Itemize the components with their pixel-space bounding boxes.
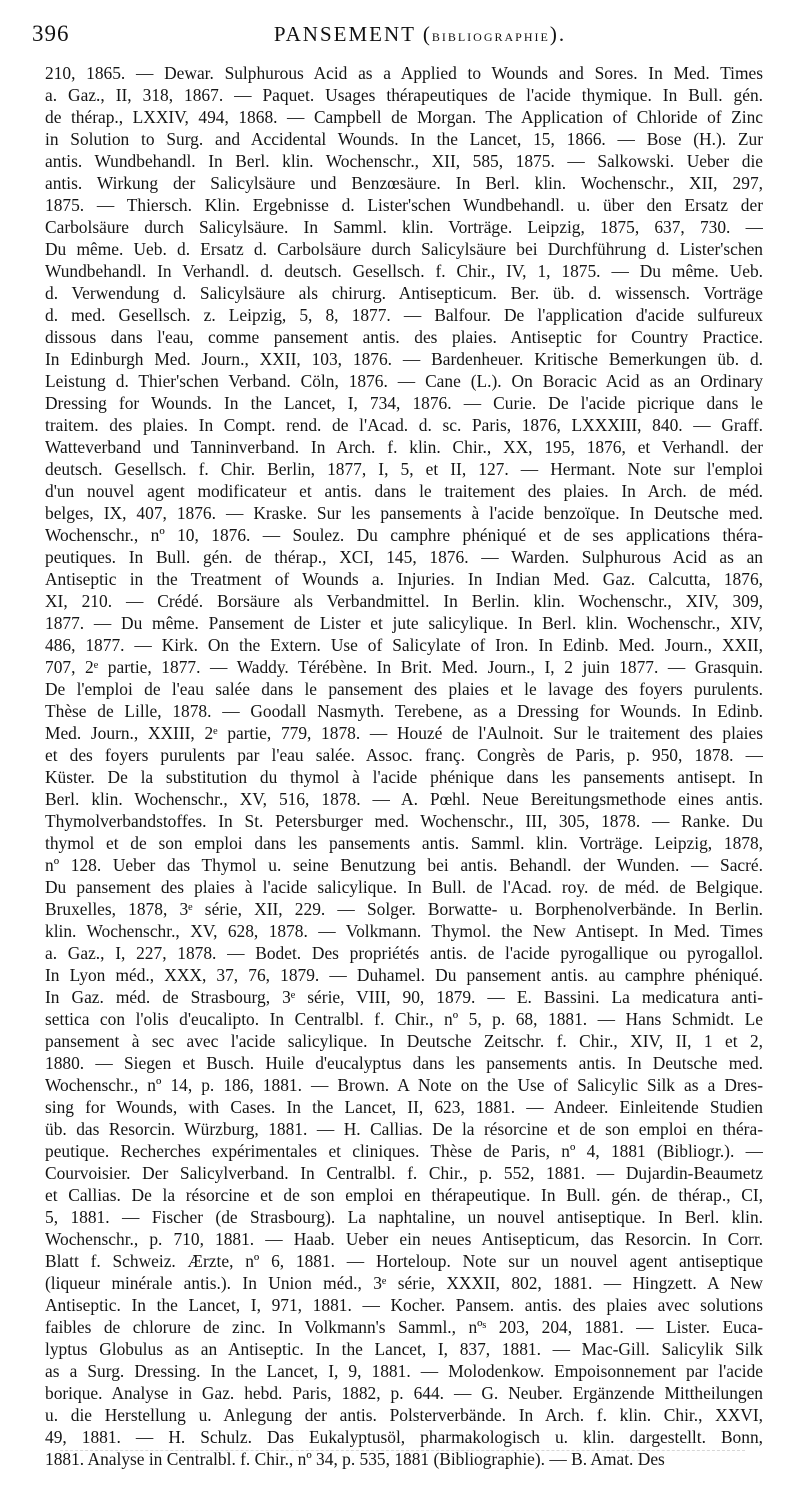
text-line: pansement à sec avec l'acide salicylique. In Deutsche Zeitschr. f. Chir., XIV, II, 1 et 2,: [45, 1031, 763, 1051]
text-line: Thymolverbandstoffes. In St. Petersburger med. Wochenschr., III, 305, 1878. — Ranke. Du: [45, 811, 763, 831]
text-line: nº 128. Ueber das Thymol u. seine Benutzung bei antis. Behandl. der Wunden. — Sacré.: [45, 855, 763, 875]
text-line: de thérap., LXXIV, 494, 1868. — Campbell de Morgan. The Application of Chloride of Zinc: [45, 107, 763, 127]
text-line: Med. Journ., XXIII, 2ᵉ partie, 779, 1878. — Houzé de l'Aulnoit. Sur le traitement des plaies: [45, 723, 763, 743]
text-line: traitem. des plaies. In Compt. rend. de l'Acad. d. sc. Paris, 1876, LXXXIII, 840. — Graff.: [45, 415, 763, 435]
text-line: 1877. — Du même. Pansement de Lister et jute salicylique. In Berl. klin. Wochenschr., XIV,: [45, 613, 763, 633]
text-line: Carbolsäure durch Salicylsäure. In Samml. klin. Vorträge. Leipzig, 1875, 637, 730. —: [45, 217, 763, 237]
text-line: Du même. Ueb. d. Ersatz d. Carbolsäure durch Salicylsäure bei Durchführung d. Lister'schen: [45, 239, 763, 259]
page-number: 396: [32, 21, 70, 46]
text-line: Antiseptic. In the Lancet, I, 971, 1881. — Kocher. Pansem. antis. des plaies avec solutions: [45, 1295, 763, 1315]
text-line: antis. Wundbehandl. In Berl. klin. Wochenschr., XII, 585, 1875. — Salkowski. Ueber die: [45, 151, 763, 171]
text-line: Leistung d. Thier'schen Verband. Cöln, 1876. — Cane (L.). On Boracic Acid as an Ordinary: [45, 371, 763, 391]
text-line: peutique. Recherches expérimentales et cliniques. Thèse de Paris, nº 4, 1881 (Bibliogr.). —: [45, 1141, 763, 1161]
text-line: antis. Wirkung der Salicylsäure und Benzœsäure. In Berl. klin. Wochenschr., XII, 297,: [45, 173, 763, 193]
text-line: In Lyon méd., XXX, 37, 76, 1879. — Duhamel. Du pansement antis. au camphre phéniqué.: [45, 965, 763, 985]
text-line: et des foyers purulents par l'eau salée. Assoc. franç. Congrès de Paris, p. 950, 1878. —: [45, 745, 763, 765]
bibliography-text: [45, 62, 763, 1470]
text-line: Du pansement des plaies à l'acide salicylique. In Bull. de l'Acad. roy. de méd. de Belgique.: [45, 877, 763, 897]
text-line: Watteverband und Tanninverband. In Arch. f. klin. Chir., XX, 195, 1876, et Verhandl. der: [45, 437, 763, 457]
text-line: Blatt f. Schweiz. Ærzte, nº 6, 1881. — Horteloup. Note sur un nouvel agent antiseptique: [45, 1251, 763, 1271]
text-line: u. die Herstellung u. Anlegung der antis. Polsterverbände. In Arch. f. klin. Chir., XXVI,: [45, 1405, 763, 1425]
text-line: as a Surg. Dressing. In the Lancet, I, 9, 1881. — Molodenkow. Empoisonnement par l'acide: [45, 1361, 763, 1381]
text-line: Courvoisier. Der Salicylverband. In Centralbl. f. Chir., p. 552, 1881. — Dujardin-Beaumetz: [45, 1163, 763, 1183]
text-line: De l'emploi de l'eau salée dans le pansement des plaies et le lavage des foyers purulents.: [45, 679, 763, 699]
running-head: [0, 22, 800, 47]
text-line: dissous dans l'eau, comme pansement antis. des plaies. Antiseptic for Country Practice.: [45, 327, 763, 347]
text-line: Antiseptic in the Treatment of Wounds a. Injuries. In Indian Med. Gaz. Calcutta, 1876,: [45, 569, 763, 589]
text-line: 1875. — Thiersch. Klin. Ergebnisse d. Lister'schen Wundbehandl. u. über den Ersatz der: [45, 195, 763, 215]
text-line: Dressing for Wounds. In the Lancet, I, 734, 1876. — Curie. De l'acide picrique dans le: [45, 393, 763, 413]
text-line: Berl. klin. Wochenschr., XV, 516, 1878. — A. Pœhl. Neue Bereitungsmethode eines antis.: [45, 789, 763, 809]
text-line: et Callias. De la résorcine et de son emploi en thérapeutique. In Bull. gén. de thérap., CI,: [45, 1185, 763, 1205]
text-line: peutiques. In Bull. gén. de thérap., XCI, 145, 1876. — Warden. Sulphurous Acid as an: [45, 547, 763, 567]
text-line: Wochenschr., p. 710, 1881. — Haab. Ueber ein neues Antisepticum, das Resorcin. In Corr.: [45, 1229, 763, 1249]
running-head-title: PANSEMENT: [273, 22, 416, 46]
text-line: a. Gaz., I, 227, 1878. — Bodet. Des propriétés antis. de l'acide pyrogallique ou pyrogallol.: [45, 943, 763, 963]
text-line: In Gaz. méd. de Strasbourg, 3ᵉ série, VIII, 90, 1879. — E. Bassini. La medicatura anti-: [45, 987, 763, 1007]
text-line: 1881. Analyse in Centralbl. f. Chir., nº 34, p. 535, 1881 (Bibliographie). — B. Amat. Des: [45, 1449, 665, 1469]
text-line: in Solution to Surg. and Accidental Wounds. In the Lancet, 15, 1866. — Bose (H.). Zur: [45, 129, 763, 149]
text-line: d'un nouvel agent modificateur et antis. dans le traitement des plaies. In Arch. de méd.: [45, 481, 763, 501]
text-line: 707, 2ᵉ partie, 1877. — Waddy. Térébène. In Brit. Med. Journ., I, 2 juin 1877. — Grasquin.: [45, 657, 763, 677]
text-line: In Edinburgh Med. Journ., XXII, 103, 1876. — Bardenheuer. Kritische Bemerkungen üb. d.: [45, 349, 763, 369]
text-line: borique. Analyse in Gaz. hebd. Paris, 1882, p. 644. — G. Neuber. Ergänzende Mittheilungen: [45, 1383, 763, 1403]
running-head-paren-open: (: [415, 22, 432, 46]
text-line: d. Verwendung d. Salicylsäure als chirurg. Antisepticum. Ber. üb. d. wissensch. Vorträge: [45, 283, 763, 303]
text-line: a. Gaz., II, 318, 1867. — Paquet. Usages thérapeutiques de l'acide thymique. In Bull. gén.: [45, 85, 763, 105]
running-head-subtitle: BIBLIOGRAPHIE: [431, 30, 550, 44]
running-head-paren-close: ).: [549, 22, 567, 46]
text-line: Wundbehandl. In Verhandl. d. deutsch. Gesellsch. f. Chir., IV, 1, 1875. — Du même. Ueb.: [45, 261, 763, 281]
text-line: 1880. — Siegen et Busch. Huile d'eucalyptus dans les pansements antis. In Deutsche med.: [45, 1053, 763, 1073]
text-line: üb. das Resorcin. Würzburg, 1881. — H. Callias. De la résorcine et de son emploi en théra-: [45, 1119, 763, 1139]
text-line: (liqueur minérale antis.). In Union méd., 3ᵉ série, XXXII, 802, 1881. — Hingzett. A New: [45, 1273, 763, 1293]
text-line: 5, 1881. — Fischer (de Strasbourg). La naphtaline, un nouvel antiseptique. In Berl. klin.: [45, 1207, 763, 1227]
text-line: Wochenschr., nº 14, p. 186, 1881. — Brown. A Note on the Use of Salicylic Silk as a Dres-: [45, 1075, 763, 1095]
text-line: sing for Wounds, with Cases. In the Lancet, II, 623, 1881. — Andeer. Einleitende Studien: [45, 1097, 763, 1117]
text-line: thymol et de son emploi dans les pansements antis. Samml. klin. Vorträge. Leipzig, 1878,: [45, 833, 763, 853]
text-line: settica con l'olis d'eucalipto. In Centralbl. f. Chir., nº 5, p. 68, 1881. — Hans Schmidt. Le: [45, 1009, 763, 1029]
text-line: lyptus Globulus as an Antiseptic. In the Lancet, I, 837, 1881. — Mac-Gill. Salicylik Silk: [45, 1339, 763, 1359]
text-line: klin. Wochenschr., XV, 628, 1878. — Volkmann. Thymol. the New Antisept. In Med. Times: [45, 921, 763, 941]
bottom-rule: [60, 1450, 745, 1453]
text-line: faibles de chlorure de zinc. In Volkmann's Samml., nºˢ 203, 204, 1881. — Lister. Euca-: [45, 1317, 763, 1337]
text-line: Bruxelles, 1878, 3ᵉ série, XII, 229. — Solger. Borwatte- u. Borphenolverbände. In Berlin.: [45, 899, 763, 919]
text-line: Küster. De la substitution du thymol à l'acide phénique dans les pansements antisept. In: [45, 767, 763, 787]
text-line: Wochenschr., nº 10, 1876. — Soulez. Du camphre phéniqué et de ses applications théra-: [45, 525, 763, 545]
text-line: XI, 210. — Crédé. Borsäure als Verbandmittel. In Berlin. klin. Wochenschr., XIV, 309,: [45, 591, 763, 611]
text-line: belges, IX, 407, 1876. — Kraske. Sur les pansements à l'acide benzoïque. In Deutsche med.: [45, 503, 763, 523]
text-line: Thèse de Lille, 1878. — Goodall Nasmyth. Terebene, as a Dressing for Wounds. In Edinb.: [45, 701, 763, 721]
text-line: 49, 1881. — H. Schulz. Das Eukalyptusöl, pharmakologisch u. klin. dargestellt. Bonn,: [45, 1427, 763, 1447]
text-line: deutsch. Gesellsch. f. Chir. Berlin, 1877, I, 5, et II, 127. — Hermant. Note sur l'emploi: [45, 459, 763, 479]
text-line: 486, 1877. — Kirk. On the Extern. Use of Salicylate of Iron. In Edinb. Med. Journ., XXII,: [45, 635, 763, 655]
text-line: 210, 1865. — Dewar. Sulphurous Acid as a Applied to Wounds and Sores. In Med. Times: [45, 63, 763, 83]
text-line: d. med. Gesellsch. z. Leipzig, 5, 8, 1877. — Balfour. De l'application d'acide sulfureux: [45, 305, 763, 325]
